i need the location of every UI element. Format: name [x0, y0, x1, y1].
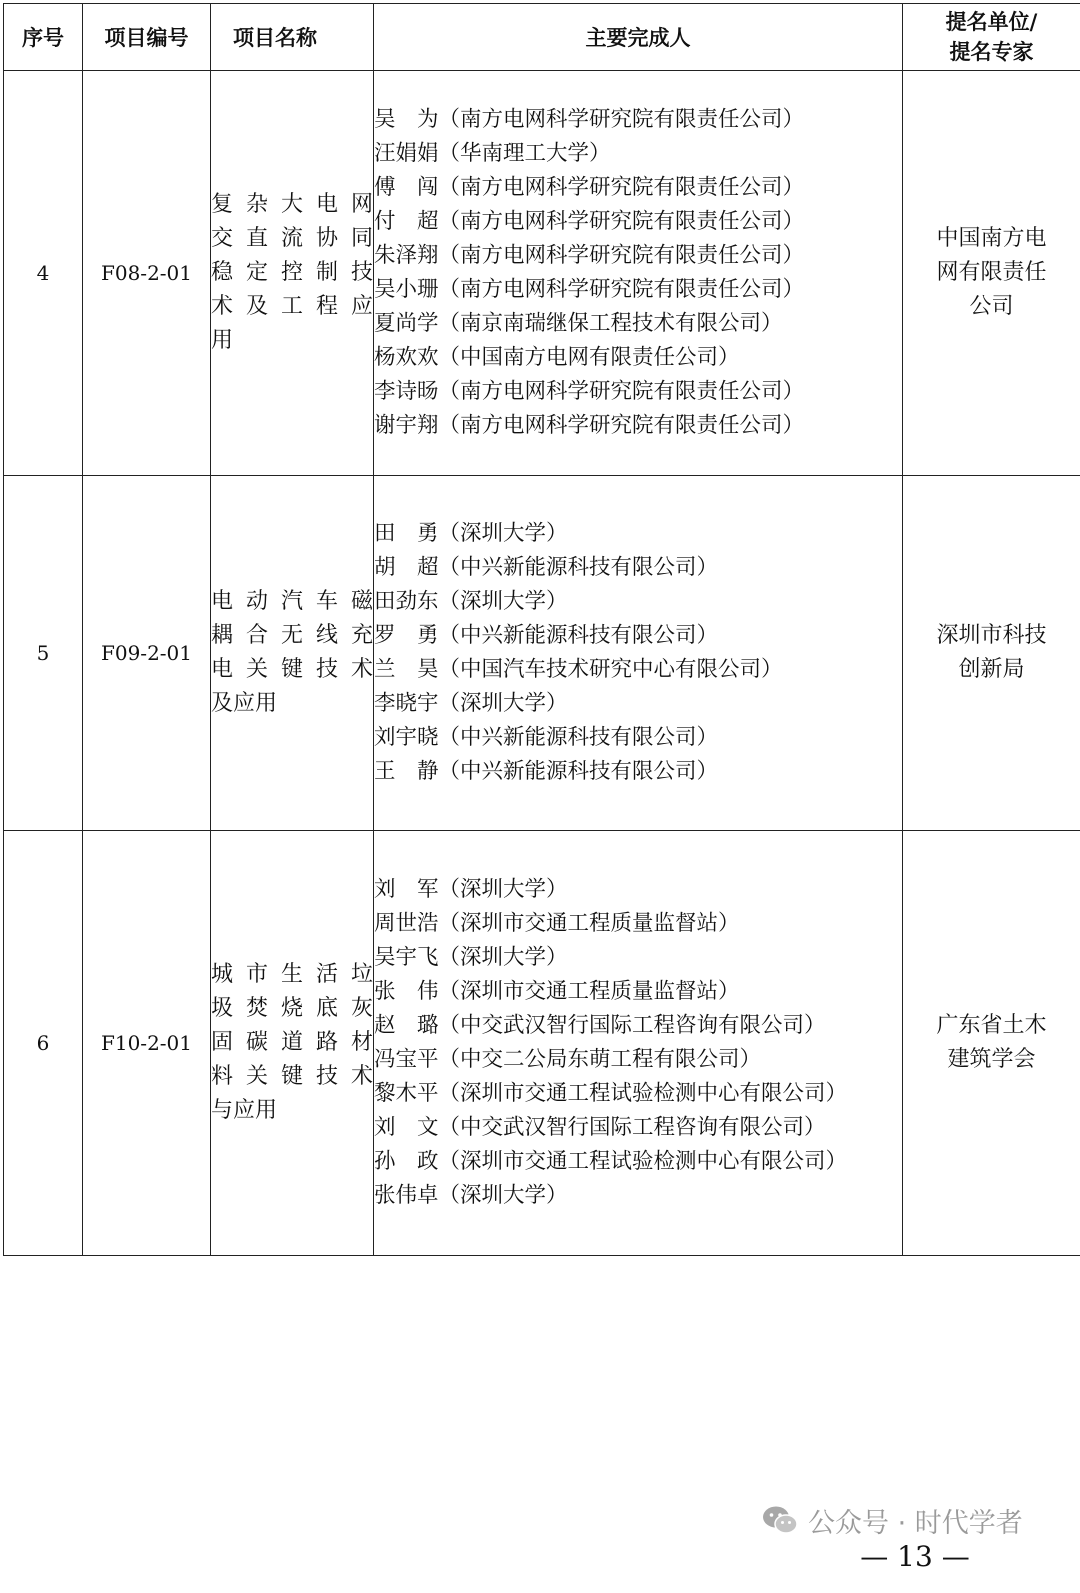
contributor: 冯宝平（中交二公局东萌工程有限公司）: [374, 1047, 762, 1072]
row-code: F10-2-01: [83, 831, 211, 1256]
table-row: [4, 71, 1080, 476]
header-row: [4, 4, 1080, 71]
contributor: 吴小珊（南方电网科学研究院有限责任公司）: [374, 277, 805, 302]
row-proposer: 中国南方电 网有限责任 公司: [903, 71, 1080, 476]
contributor: 张伟卓（深圳大学）: [374, 1183, 568, 1208]
watermark-text: 公众号 · 时代学者: [808, 1507, 1023, 1539]
contributor: 田劲东（深圳大学）: [374, 589, 568, 614]
wechat-icon: [762, 1505, 798, 1535]
contributor: 张 伟（深圳市交通工程质量监督站）: [374, 979, 740, 1004]
table-row: [4, 476, 1080, 831]
contributor: 胡 超（中兴新能源科技有限公司）: [374, 555, 719, 580]
header-seq: 序号: [4, 4, 83, 71]
contributor: 周世浩（深圳市交通工程质量监督站）: [374, 911, 740, 936]
row-project-name: 复杂大电网 交直流协同 稳定控制技 术及工程应 用: [211, 71, 374, 476]
row-seq: 5: [4, 476, 83, 831]
contributor: 李诗旸（南方电网科学研究院有限责任公司）: [374, 379, 805, 404]
watermark: [762, 1500, 1023, 1540]
contributor: 罗 勇（中兴新能源科技有限公司）: [374, 623, 719, 648]
award-table: [3, 3, 1080, 1256]
contributor: 朱泽翔（南方电网科学研究院有限责任公司）: [374, 243, 805, 268]
contributor: 傅 闯（南方电网科学研究院有限责任公司）: [374, 175, 805, 200]
header-name: 项目名称: [211, 4, 374, 71]
header-proposer-line2: 提名专家: [949, 39, 1034, 64]
contributor: 吴 为（南方电网科学研究院有限责任公司）: [374, 107, 805, 132]
row-proposer: 深圳市科技 创新局: [903, 476, 1080, 831]
row-contributors: [374, 831, 903, 1256]
row-seq: 6: [4, 831, 83, 1256]
contributor: 谢宇翔（南方电网科学研究院有限责任公司）: [374, 413, 805, 438]
header-proposer: [903, 4, 1080, 71]
contributor: 汪娟娟（华南理工大学）: [374, 141, 611, 166]
contributor: 刘宇晓（中兴新能源科技有限公司）: [374, 725, 719, 750]
header-people: 主要完成人: [374, 4, 903, 71]
contributor: 兰 昊（中国汽车技术研究中心有限公司）: [374, 657, 783, 682]
header-code: 项目编号: [83, 4, 211, 71]
contributor: 王 静（中兴新能源科技有限公司）: [374, 759, 719, 784]
contributor: 夏尚学（南京南瑞继保工程技术有限公司）: [374, 311, 783, 336]
contributor: 黎木平（深圳市交通工程试验检测中心有限公司）: [374, 1081, 848, 1106]
row-contributors: [374, 71, 903, 476]
contributor: 赵 璐（中交武汉智行国际工程咨询有限公司）: [374, 1013, 826, 1038]
contributor: 刘 军（深圳大学）: [374, 877, 568, 902]
row-project-name: 城市生活垃 圾焚烧底灰 固碳道路材 料关键技术 与应用: [211, 831, 374, 1256]
header-proposer-line1: 提名单位/: [945, 9, 1038, 34]
contributor: 田 勇（深圳大学）: [374, 521, 568, 546]
contributor: 李晓宇（深圳大学）: [374, 691, 568, 716]
table-row: [4, 831, 1080, 1256]
row-seq: 4: [4, 71, 83, 476]
row-contributors: [374, 476, 903, 831]
contributor: 杨欢欢（中国南方电网有限责任公司）: [374, 345, 740, 370]
contributor: 吴宇飞（深圳大学）: [374, 945, 568, 970]
row-project-name: 电动汽车磁 耦合无线充 电关键技术 及应用: [211, 476, 374, 831]
contributor: 孙 政（深圳市交通工程试验检测中心有限公司）: [374, 1149, 848, 1174]
contributor: 刘 文（中交武汉智行国际工程咨询有限公司）: [374, 1115, 826, 1140]
contributor: 付 超（南方电网科学研究院有限责任公司）: [374, 209, 805, 234]
page-number: — 13 —: [860, 1540, 970, 1573]
row-code: F09-2-01: [83, 476, 211, 831]
row-code: F08-2-01: [83, 71, 211, 476]
row-proposer: 广东省土木 建筑学会: [903, 831, 1080, 1256]
